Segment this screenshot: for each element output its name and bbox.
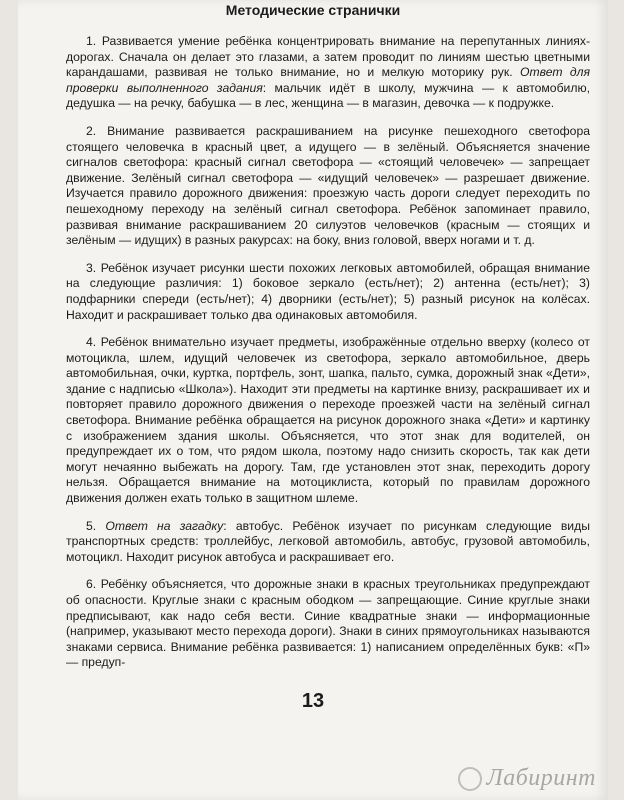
paragraph bbox=[66, 34, 590, 112]
paragraph-number: 6. bbox=[86, 577, 97, 592]
paragraph-text: : мальчик идёт в школу, мужчина — к автомобилю, дедушка — на речку, бабушка — в лес, женщина — в магазин, девочка — к подружке. bbox=[66, 80, 590, 111]
text-body bbox=[66, 34, 590, 683]
watermark-logo-icon bbox=[458, 767, 482, 791]
emphasis-text: Ответ для проверки выполненного задания bbox=[66, 65, 590, 95]
paragraph-text: Развивается умение ребёнка концентрировать внимание на перепутанных линиях-дорогах. Сначала он делает это глазами, а затем проводит по линиям шестью цветными карандашами, развивая не только внимание, но и мелкую моторику рук. bbox=[66, 34, 591, 80]
watermark-text: Лабиринт bbox=[486, 765, 596, 791]
paragraph-number: 4. bbox=[86, 335, 97, 350]
paragraph-text: Внимание развивается раскрашиванием на рисунке пешеходного светофора стоящего человечка в красный цвет, а идущего — в зелёный. Объясняется значение сигналов светофора: красный сигнал светофора — «стоящий человечек» — запрещает движение. Зелёный сигнал светофора — «идущий человечек» — разрешает движение. Изучается правило дорожного движения: проезжую часть дороги следует переходить по пешеходному переходу на зелёный сигнал светофора. Ребёнок запоминает правило, развивая внимание раскрашиванием 20 силуэтов человечков (красным — стоящих и зелёным — идущих) в разных ракурсах: на боку, вниз головой, вверх ногами и т. д. bbox=[66, 123, 591, 248]
paragraph-text: Ребёнку объясняется, что дорожные знаки в красных треугольниках предупреждают об опасности. Круглые знаки с красным ободком — запрещающие. Синие круглые знаки предписывают, как надо себя вести. Синие квадратные знаки — информационные (например, указывают место перехода дороги). Знаки в синих прямоугольниках называются знаками сервиса. Внимание ребёнка развивается: 1) написанием определённых букв: «П» — предуп- bbox=[66, 577, 590, 670]
watermark bbox=[458, 765, 596, 792]
page-sheet bbox=[18, 0, 608, 800]
paragraph bbox=[66, 577, 590, 671]
paragraph-text: : автобус. Ребёнок изучает по рисункам следующие виды транспортных средств: троллейбус, легковой автомобиль, автобус, грузовой автомобиль, мотоцикл. Находит рисунок автобуса и раскрашивает его. bbox=[66, 518, 590, 564]
paragraph bbox=[66, 261, 590, 323]
emphasis-text: Ответ на загадку bbox=[105, 518, 224, 533]
paragraph bbox=[66, 519, 590, 566]
paragraph bbox=[66, 124, 590, 249]
paragraph-number: 3. bbox=[86, 260, 97, 275]
paragraph-number: 5. bbox=[86, 518, 97, 533]
paragraph-text: Ребёнок изучает рисунки шести похожих легковых автомобилей, обращая внимание на следующие различия: 1) боковое зеркало (есть/нет); 2) антенна (есть/нет); 3) подфарники спереди (есть/нет); 4) дворники (есть/нет); 5) разный рисунок на колёсах. Находит и раскрашивает только два одинаковых автомобиля. bbox=[66, 260, 590, 322]
paragraph-number: 1. bbox=[86, 34, 97, 48]
paragraph-text: Ребёнок внимательно изучает предметы, изображённые отдельно вверху (колесо от мотоцикла, шлем, идущий человечек из светофора, зеркало автомобильное, дверь автомобильная, очки, куртка, портфель, зонт, шапка, пальто, сумка, дорожный знак «Дети», здание с надписью «Школа»). Находит эти предметы на картинке внизу, раскрашивает их и повторяет правило дорожного движения о переходе проезжей части на зелёный сигнал светофора. Внимание ребёнка обращается на рисунок дорожного знака «Дети» и картинку с изображением здания школы. Объясняется, что этот знак для водителей, он предупреждает их о том, что рядом школа, поэтому надо снизить скорость, так как дети могут нечаянно выбежать на дорогу. Там, где установлен этот знак, переходить дорогу нельзя. Обращается внимание на мотоциклиста, который по правилам дорожного движения должен ехать только в защитном шлеме. bbox=[66, 335, 590, 506]
page-header-title: Методические странички bbox=[225, 2, 401, 18]
paragraph-number: 2. bbox=[86, 123, 97, 138]
paragraph bbox=[66, 335, 590, 507]
page-number: 13 bbox=[301, 690, 325, 712]
